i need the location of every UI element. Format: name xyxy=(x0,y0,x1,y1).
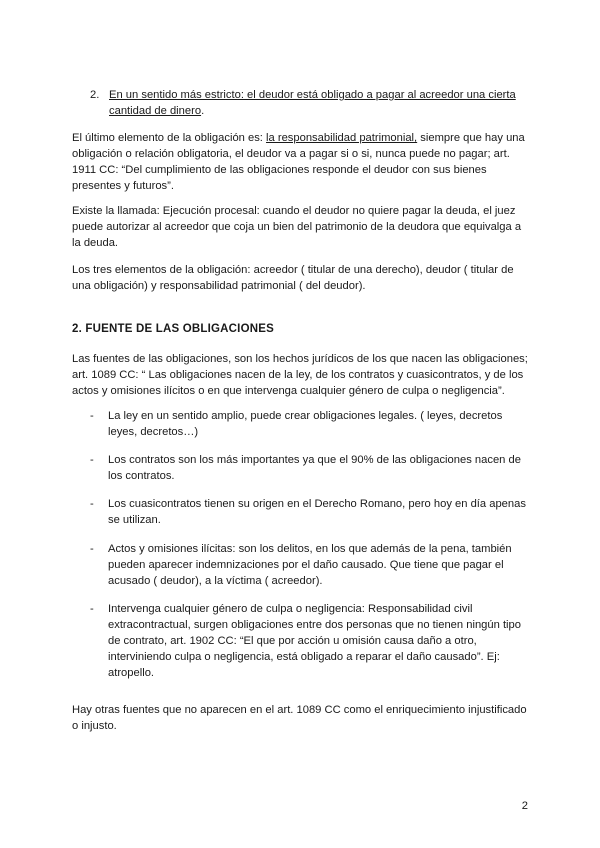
underlined-text: En un sentido más estricto: el deudor está obligado a pagar al acreedor una cierta cantidad de dinero xyxy=(109,89,516,117)
paragraph-otras-fuentes: Hay otras fuentes que no aparecen en el art. 1089 CC como el enriquecimiento injustificado o injusto. xyxy=(72,704,527,732)
bullet-marker: - xyxy=(90,603,94,615)
paragraph-suffix: siempre que hay una obligación o relación obligatoria, el deudor va a pagar si o si, nunca puede no pagar; art. 1911 CC: “Del cumplimiento de las obligaciones responde el deudor con sus bienes presentes y futuros”. xyxy=(72,132,525,192)
paragraph-responsabilidad xyxy=(72,130,530,194)
list-item-text xyxy=(109,87,529,119)
paragraph-ejecucion: Existe la llamada: Ejecución procesal: cuando el deudor no quiere pagar la deuda, el juez puede autorizar al acreedor que coja un bien del patrimonio de la deudora que equivalga a la deuda. xyxy=(72,205,522,249)
bullet-marker: - xyxy=(90,543,94,555)
bullet-marker: - xyxy=(90,454,94,466)
page-number: 2 xyxy=(521,800,528,812)
paragraph-fuentes: Las fuentes de las obligaciones, son los hechos jurídicos de los que nacen las obligaciones; art. 1089 CC: “ Las obligaciones nacen de la ley, de los contratos y cuasicontratos, y de los actos y omisiones ilícitos o en que intervenga cualquier género de culpa o negligencia”. xyxy=(72,353,528,397)
bullet-marker: - xyxy=(90,410,94,422)
bullet-text: La ley en un sentido amplio, puede crear obligaciones legales. ( leyes, decretos leyes, decretos…) xyxy=(108,410,503,438)
list-number: 2. xyxy=(90,89,100,101)
paragraph-elementos: Los tres elementos de la obligación: acreedor ( titular de una derecho), deudor ( titular de una obligación) y responsabilidad patrimonial ( del deudor). xyxy=(72,264,514,292)
bullet-text: Los contratos son los más importantes ya que el 90% de las obligaciones nacen de los contratos. xyxy=(108,454,521,482)
paragraph-prefix: El último elemento de la obligación es: xyxy=(72,132,267,144)
section-heading: 2. FUENTE DE LAS OBLIGACIONES xyxy=(72,323,274,335)
bullet-text: Actos y omisiones ilícitas: son los delitos, en los que además de la pena, también pueden aparecer indemnizaciones por el daño causado. Que tiene que pagar el acusado ( deudor), a la víctima ( acreedor). xyxy=(108,543,512,587)
bullet-marker: - xyxy=(90,498,94,510)
list-item-end: . xyxy=(201,105,205,117)
underlined-term: la responsabilidad patrimonial, xyxy=(266,132,418,144)
bullet-text: Los cuasicontratos tienen su origen en el Derecho Romano, pero hoy en día apenas se utilizan. xyxy=(108,498,526,526)
bullet-text: Intervenga cualquier género de culpa o negligencia: Responsabilidad civil extracontractual, surgen obligaciones entre dos personas que no tienen ningún tipo de contrato, art. 1902 CC: “El que por acción u omisión causa daño a otro, interviniendo culpa o negligencia, está obligado a reparar el daño causado”. Ej: atropello. xyxy=(108,603,521,679)
